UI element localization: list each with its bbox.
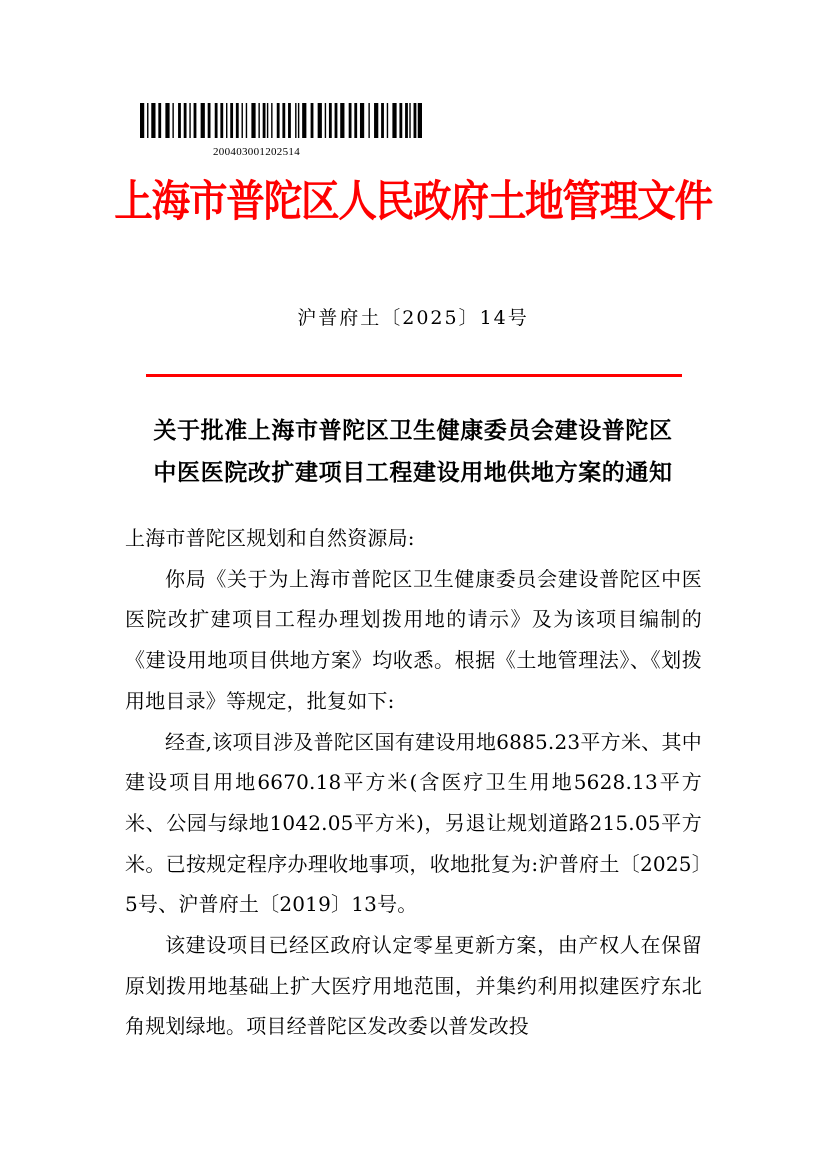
body-paragraph-1: 你局《关于为上海市普陀区卫生健康委员会建设普陀区中医医院改扩建项目工程办理划拨用地的请示》及为该项目编制的《建设用地项目供地方案》均收悉。根据《土地管理法》、《划拨用地目录》等规定，批复如下:: [125, 566, 702, 713]
barcode-image: [140, 103, 422, 138]
addressee: 上海市普陀区规划和自然资源局:: [125, 526, 415, 550]
body-paragraph-3: 该建设项目已经区政府认定零星更新方案，由产权人在保留原划拨用地基础上扩大医疗用地范围，并集约利用拟建医疗东北角规划绿地。项目经普陀区发改委以普发改投: [125, 933, 702, 1039]
document-title: [100, 410, 726, 494]
document-title-line-1: 关于批准上海市普陀区卫生健康委员会建设普陀区: [153, 418, 673, 444]
document-body: [125, 518, 702, 1047]
red-divider-line: [146, 374, 682, 377]
body-paragraph-2: 经查,该项目涉及普陀区国有建设用地6885.23平方米、其中建设项目用地6670.18平方米(含医疗卫生用地5628.13平方米、公园与绿地1042.05平方米)，另退让规划道路215.05平方米。已按规定程序办理收地事项，收地批复为:沪普府土〔2025〕5号、沪普府土〔2019〕13号。: [125, 729, 702, 917]
issuing-organization-title: 上海市普陀区人民政府土地管理文件: [114, 177, 712, 227]
document-title-line-2: 中医医院改扩建项目工程建设用地供地方案的通知: [153, 460, 673, 486]
barcode-number: 200403001202514: [213, 146, 300, 158]
document-number: 沪普府土〔2025〕14号: [297, 307, 529, 329]
